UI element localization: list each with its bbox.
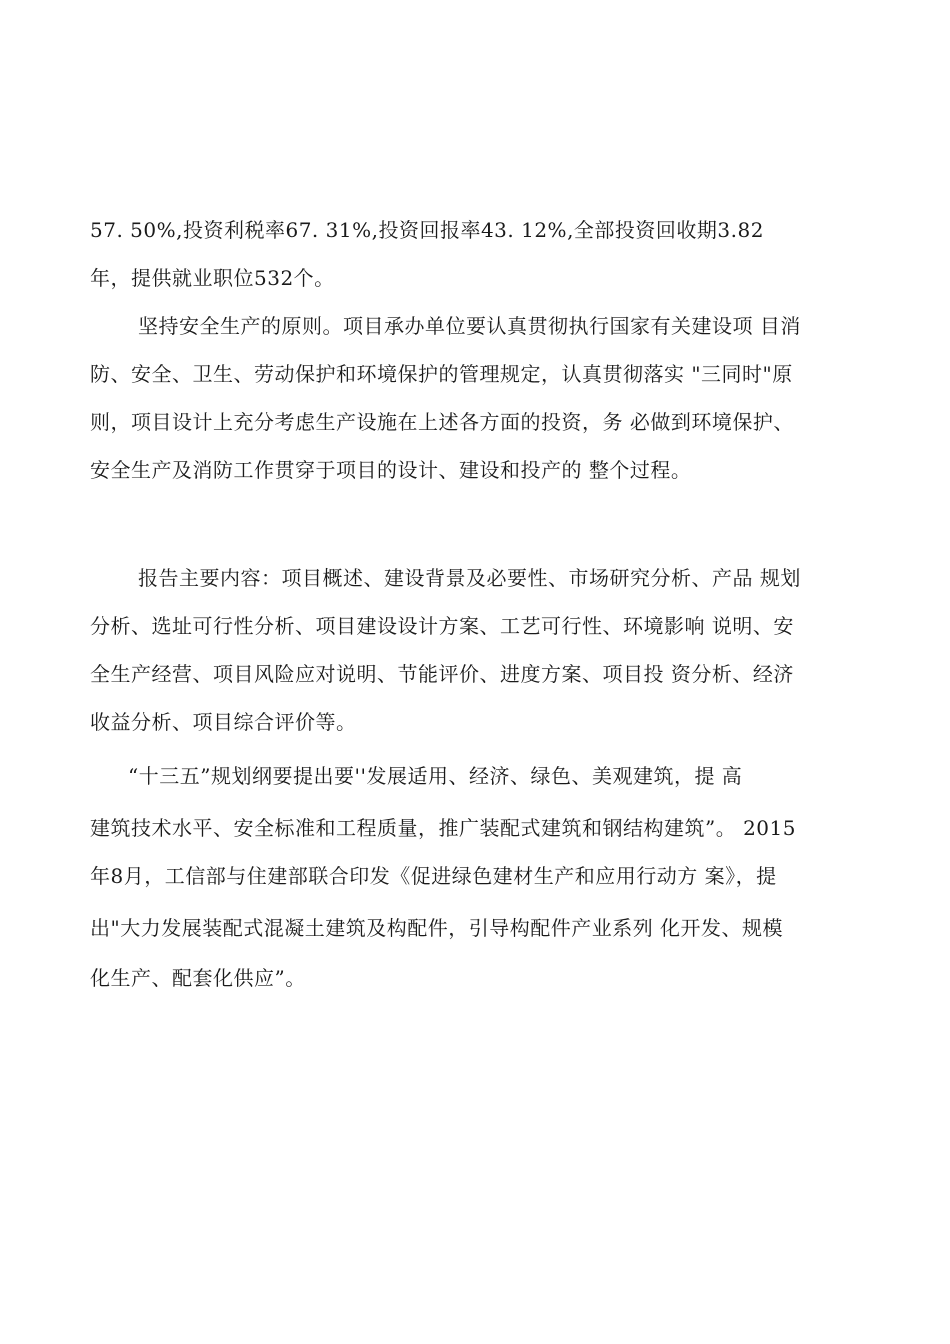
text-line: 57. 50%,投资利税率67. 31%,投资回报率43. 12%,全部投资回收期3.82 (90, 218, 764, 242)
text-line: 安全生产及消防工作贯穿于项目的设计、建设和投产的 整个过程。 (90, 458, 692, 482)
text-line: 分析、选址可行性分析、项目建设设计方案、工艺可行性、环境影响 说明、安 (90, 614, 794, 638)
text-line: 防、安全、卫生、劳动保护和环境保护的管理规定，认真贯彻落实 "三同时"原 (90, 362, 793, 386)
text-line: 收益分析、项目综合评价等。 (90, 710, 357, 734)
text-line: 则，项目设计上充分考虑生产设施在上述各方面的投资，务 必做到环境保护、 (90, 410, 794, 434)
text-line: 化生产、配套化供应”。 (90, 966, 306, 990)
text-line: 全生产经营、项目风险应对说明、节能评价、进度方案、项目投 资分析、经济 (90, 662, 794, 686)
text-line: 年，提供就业职位532个。 (90, 266, 335, 290)
paragraph-first-line: 报告主要内容：项目概述、建设背景及必要性、市场研究分析、产品 规划 (138, 566, 801, 590)
paragraph-first-line: “十三五”规划纲要提出要''发展适用、经济、绿色、美观建筑，提 高 (128, 764, 743, 788)
text-line: 建筑技术水平、安全标准和工程质量，推广装配式建筑和钢结构建筑”。 2015 (90, 816, 796, 840)
text-line: 年8月，工信部与住建部联合印发《促进绿色建材生产和应用行动方 案》，提 (90, 864, 777, 888)
text-line: 出"大力发展装配式混凝土建筑及构配件，引导构配件产业系列 化开发、规模 (90, 916, 784, 940)
paragraph-first-line: 坚持安全生产的原则。项目承办单位要认真贯彻执行国家有关建设项 目消 (138, 314, 801, 338)
